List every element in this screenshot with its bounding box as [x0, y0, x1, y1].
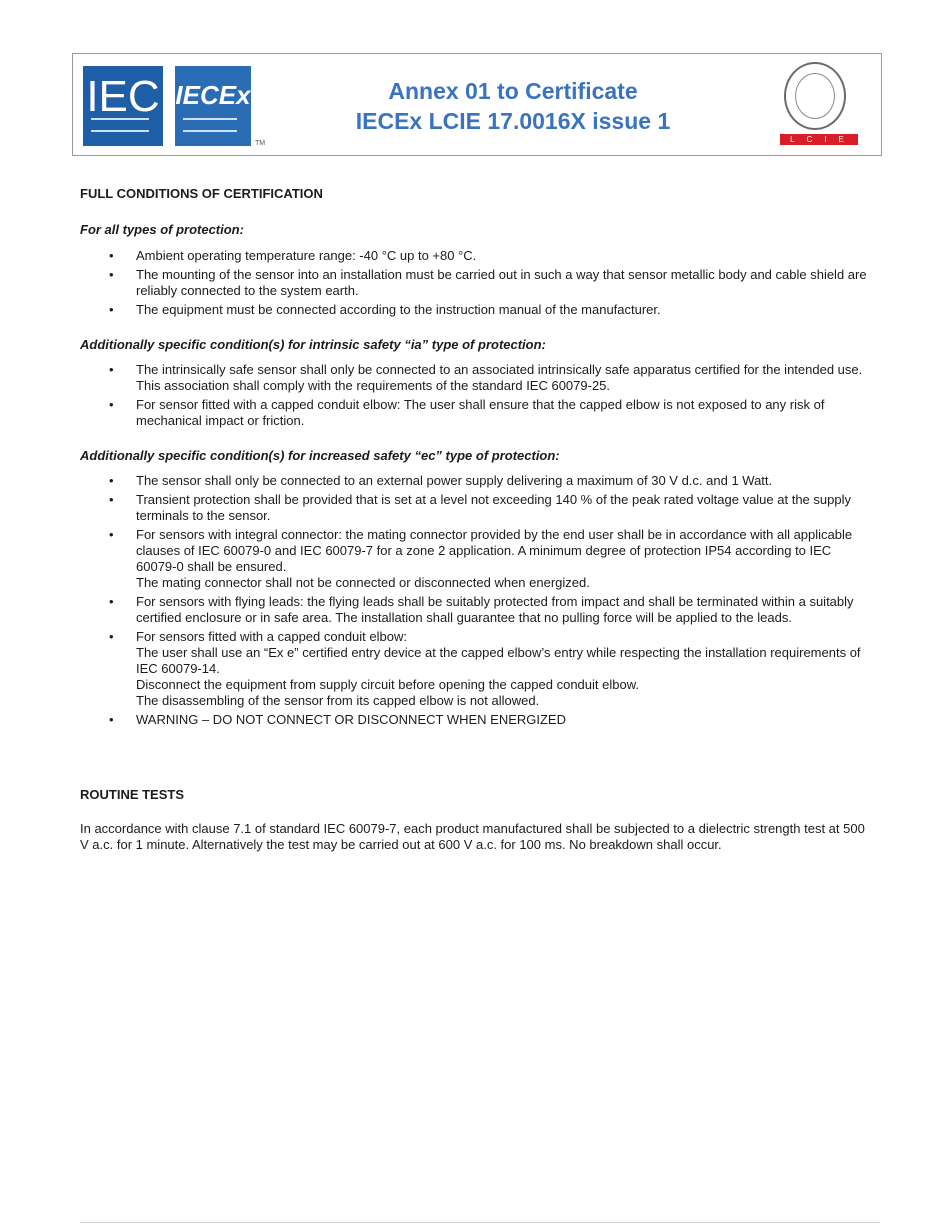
list-item-text: For sensor fitted with a capped conduit elbow: The user shall ensure that the capped elbow is not exposed to any risk of mechanical impact or friction. — [136, 397, 825, 428]
routine-tests-heading: ROUTINE TESTS — [80, 787, 185, 802]
bullet-icon: • — [109, 712, 114, 727]
list-item-text: For sensors with integral connector: the mating connector provided by the end user shall be in accordance with all applicable clauses of IEC 60079-0 and IEC 60079-7 for a zone 2 application. A minimum degree of protection IP54 according to IEC 60079-0 shall be ensured. — [136, 527, 853, 574]
iecex-logo-text: IECEx — [175, 80, 251, 110]
list-item-text: Disconnect the equipment from supply circuit before opening the capped conduit elbow. — [136, 677, 639, 692]
list-item — [80, 248, 875, 264]
list-item-text: Transient protection shall be provided that is set at a level not exceeding 140 % of the peak rated voltage value at the supply terminals to the sensor. — [136, 492, 851, 523]
certificate-header — [72, 53, 882, 156]
page-title — [293, 76, 733, 136]
list-item-text: The sensor shall only be connected to an external power supply delivering a maximum of 30 V d.c. and 1 Watt. — [136, 473, 773, 488]
list-item — [80, 629, 875, 709]
list-item-text: The disassembling of the sensor from its capped elbow is not allowed. — [136, 693, 540, 708]
list-item-text: The user shall use an “Ex e” certified entry device at the capped elbow’s entry while respecting the installation requirements of IEC 60079-14. — [136, 645, 861, 676]
list-item-text: Ambient operating temperature range: -40 °C up to +80 °C. — [136, 248, 477, 263]
list-item-text: The intrinsically safe sensor shall only be connected to an associated intrinsically safe apparatus certified for the intended use. This association shall comply with the requirements of the standard IEC 60079-25. — [136, 362, 863, 393]
lcie-logo-text: LCIE — [790, 135, 856, 144]
list-item-text: For sensors with flying leads: the flying leads shall be suitably protected from impact and shall be terminated within a suitably certified enclosure or in safe area. The installation shall guarantee that no pulling force will be applied to the leads. — [136, 594, 854, 625]
bullet-icon: • — [109, 492, 114, 507]
list-item — [80, 267, 875, 299]
bullet-icon: • — [109, 362, 114, 377]
iecex-logo — [175, 66, 251, 146]
list-item-text: The equipment must be connected according to the instruction manual of the manufacturer. — [136, 302, 661, 317]
bullet-icon: • — [109, 594, 114, 609]
bullet-icon: • — [109, 248, 114, 263]
routine-tests-text: In accordance with clause 7.1 of standard IEC 60079-7, each product manufactured shall be subjected to a dielectric strength test at 500 V a.c. for 1 minute. Alternatively the test may be carried out at 600 V a.c. for 100 ms. No breakdown shall occur. — [80, 821, 865, 852]
all-types-heading: For all types of protection: — [80, 222, 244, 237]
iec-logo — [83, 66, 163, 146]
title-line-2: IECEx LCIE 17.0016X issue 1 — [355, 108, 671, 134]
list-item — [80, 594, 875, 626]
list-item — [80, 473, 875, 489]
conditions-heading: FULL CONDITIONS OF CERTIFICATION — [80, 186, 323, 201]
list-item — [80, 492, 875, 524]
ia-list — [80, 362, 875, 432]
list-item — [80, 527, 875, 591]
ia-heading: Additionally specific condition(s) for intrinsic safety “ia” type of protection: — [80, 337, 546, 352]
list-item — [80, 712, 875, 728]
list-item-text: For sensors fitted with a capped conduit elbow: — [136, 629, 407, 644]
bullet-icon: • — [109, 267, 114, 282]
bullet-icon: • — [109, 473, 114, 488]
lcie-logo — [780, 134, 858, 145]
all-types-list — [80, 248, 875, 321]
footer-divider — [80, 1222, 880, 1223]
list-item-text: The mating connector shall not be connected or disconnected when energized. — [136, 575, 590, 590]
bullet-icon: • — [109, 527, 114, 542]
ec-heading: Additionally specific condition(s) for increased safety “ec” type of protection: — [80, 448, 560, 463]
bureau-veritas-seal-icon — [784, 62, 846, 130]
trademark-mark: TM — [255, 140, 266, 147]
list-item-text: The mounting of the sensor into an installation must be carried out in such a way that sensor metallic body and cable shield are reliably connected to the system earth. — [136, 267, 867, 298]
title-line-1: Annex 01 to Certificate — [388, 78, 638, 104]
bullet-icon: • — [109, 629, 114, 644]
list-item — [80, 362, 875, 394]
list-item — [80, 397, 875, 429]
bullet-icon: • — [109, 397, 114, 412]
ec-list — [80, 473, 875, 731]
iec-logo-text: IEC — [86, 72, 160, 121]
bullet-icon: • — [109, 302, 114, 317]
list-item-text: WARNING – DO NOT CONNECT OR DISCONNECT WHEN ENERGIZED — [136, 712, 566, 727]
list-item — [80, 302, 875, 318]
